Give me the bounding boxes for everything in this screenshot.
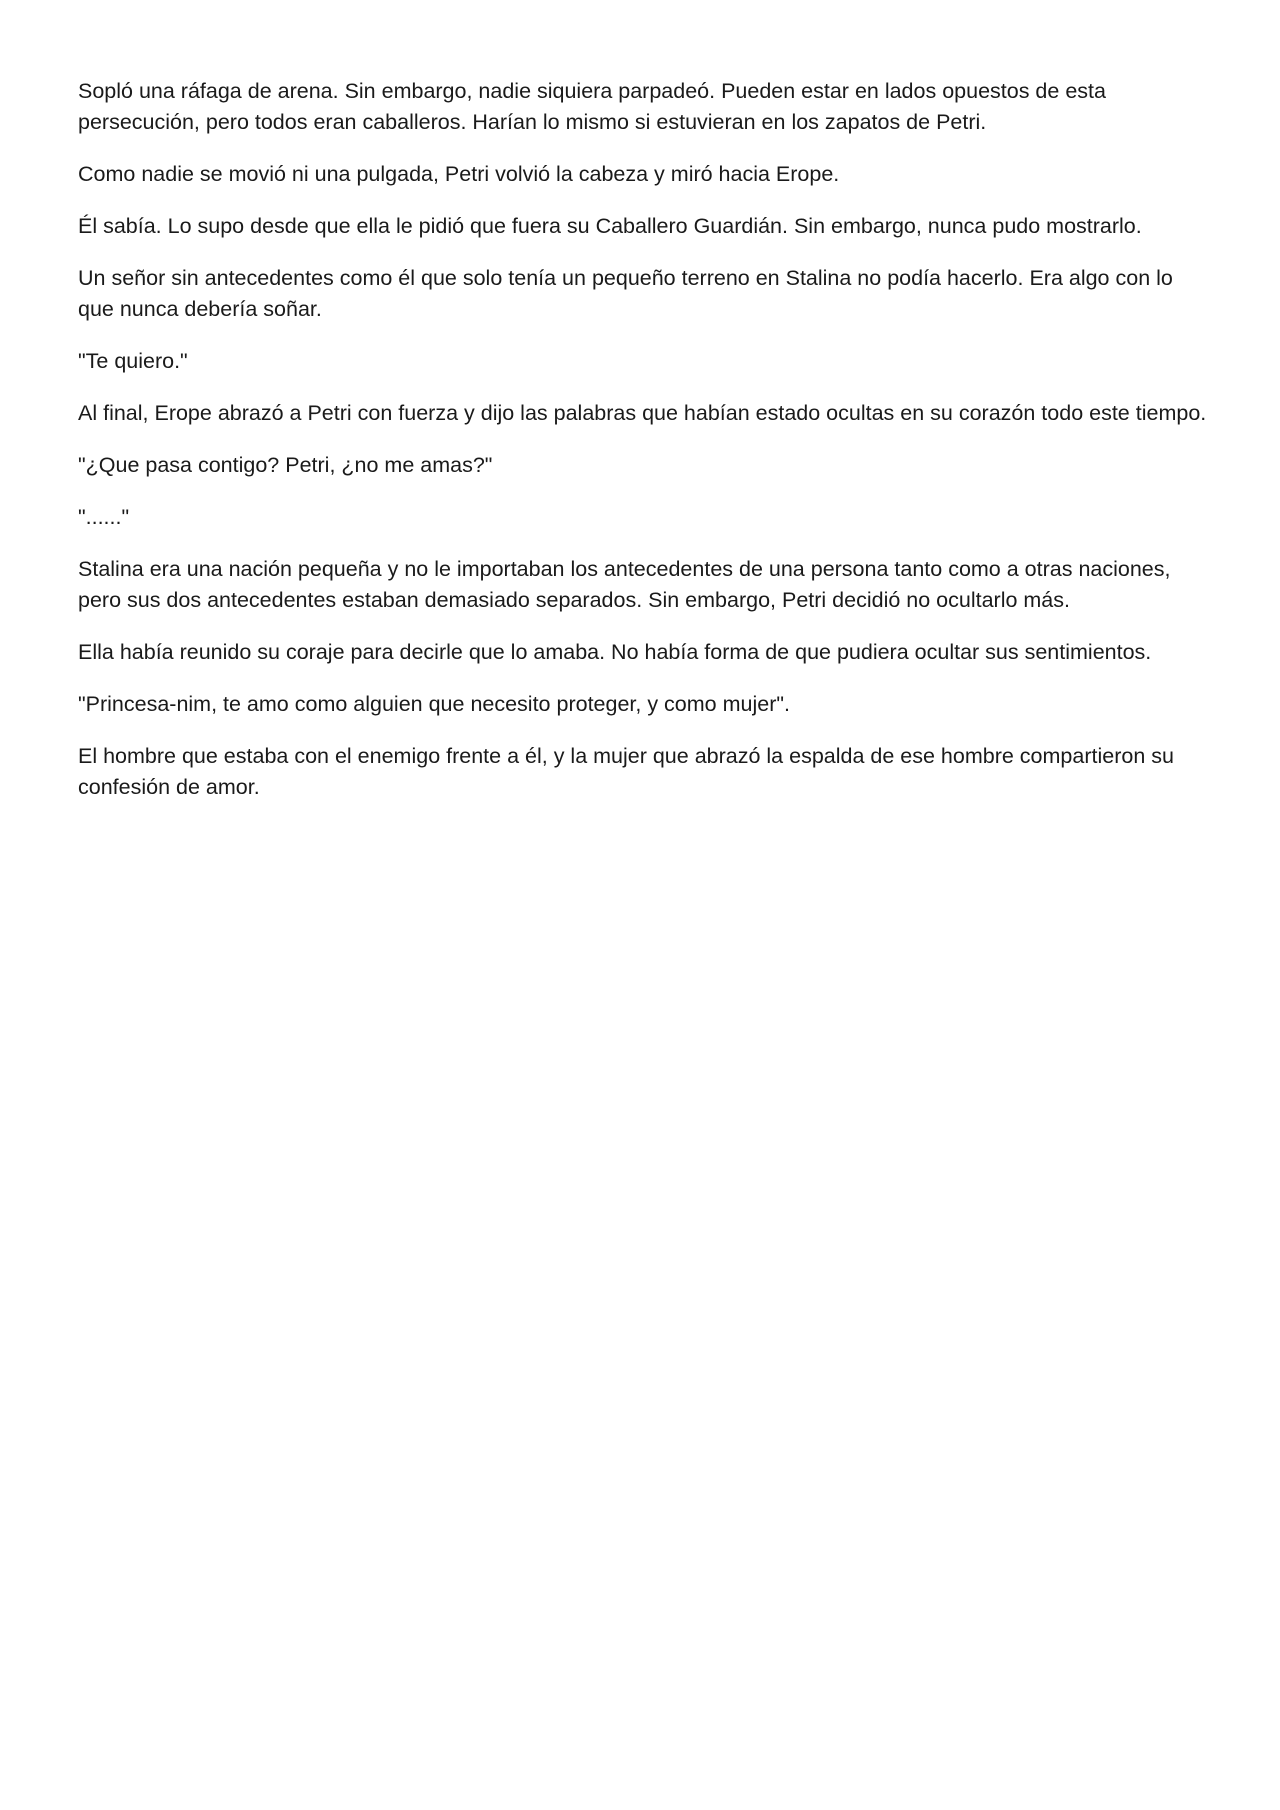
paragraph: Sopló una ráfaga de arena. Sin embargo, nadie siquiera parpadeó. Pueden estar en lados opuestos de esta persecución, pero todos eran caballeros. Harían lo mismo si estuvieran en los zapatos de Petri. (78, 79, 1106, 134)
paragraph: "......" (78, 505, 130, 529)
paragraph: "¿Que pasa contigo? Petri, ¿no me amas?" (78, 453, 493, 477)
paragraph: Como nadie se movió ni una pulgada, Petri volvió la cabeza y miró hacia Erope. (78, 162, 840, 186)
paragraph: Un señor sin antecedentes como él que solo tenía un pequeño terreno en Stalina no podía hacerlo. Era algo con lo que nunca debería soñar. (78, 266, 1173, 321)
document-body (78, 76, 1213, 824)
paragraph: Ella había reunido su coraje para decirle que lo amaba. No había forma de que pudiera ocultar sus sentimientos. (78, 640, 1152, 664)
paragraph: El hombre que estaba con el enemigo frente a él, y la mujer que abrazó la espalda de ese hombre compartieron su confesión de amor. (78, 744, 1174, 799)
paragraph: "Princesa-nim, te amo como alguien que necesito proteger, y como mujer". (78, 692, 790, 716)
paragraph: "Te quiero." (78, 349, 188, 373)
paragraph: Stalina era una nación pequeña y no le importaban los antecedentes de una persona tanto como a otras naciones, pero sus dos antecedentes estaban demasiado separados. Sin embargo, Petri decidió no ocultarlo más. (78, 557, 1171, 612)
paragraph: Al final, Erope abrazó a Petri con fuerza y dijo las palabras que habían estado ocultas en su corazón todo este tiempo. (78, 401, 1207, 425)
paragraph: Él sabía. Lo supo desde que ella le pidió que fuera su Caballero Guardián. Sin embargo, nunca pudo mostrarlo. (78, 214, 1142, 238)
